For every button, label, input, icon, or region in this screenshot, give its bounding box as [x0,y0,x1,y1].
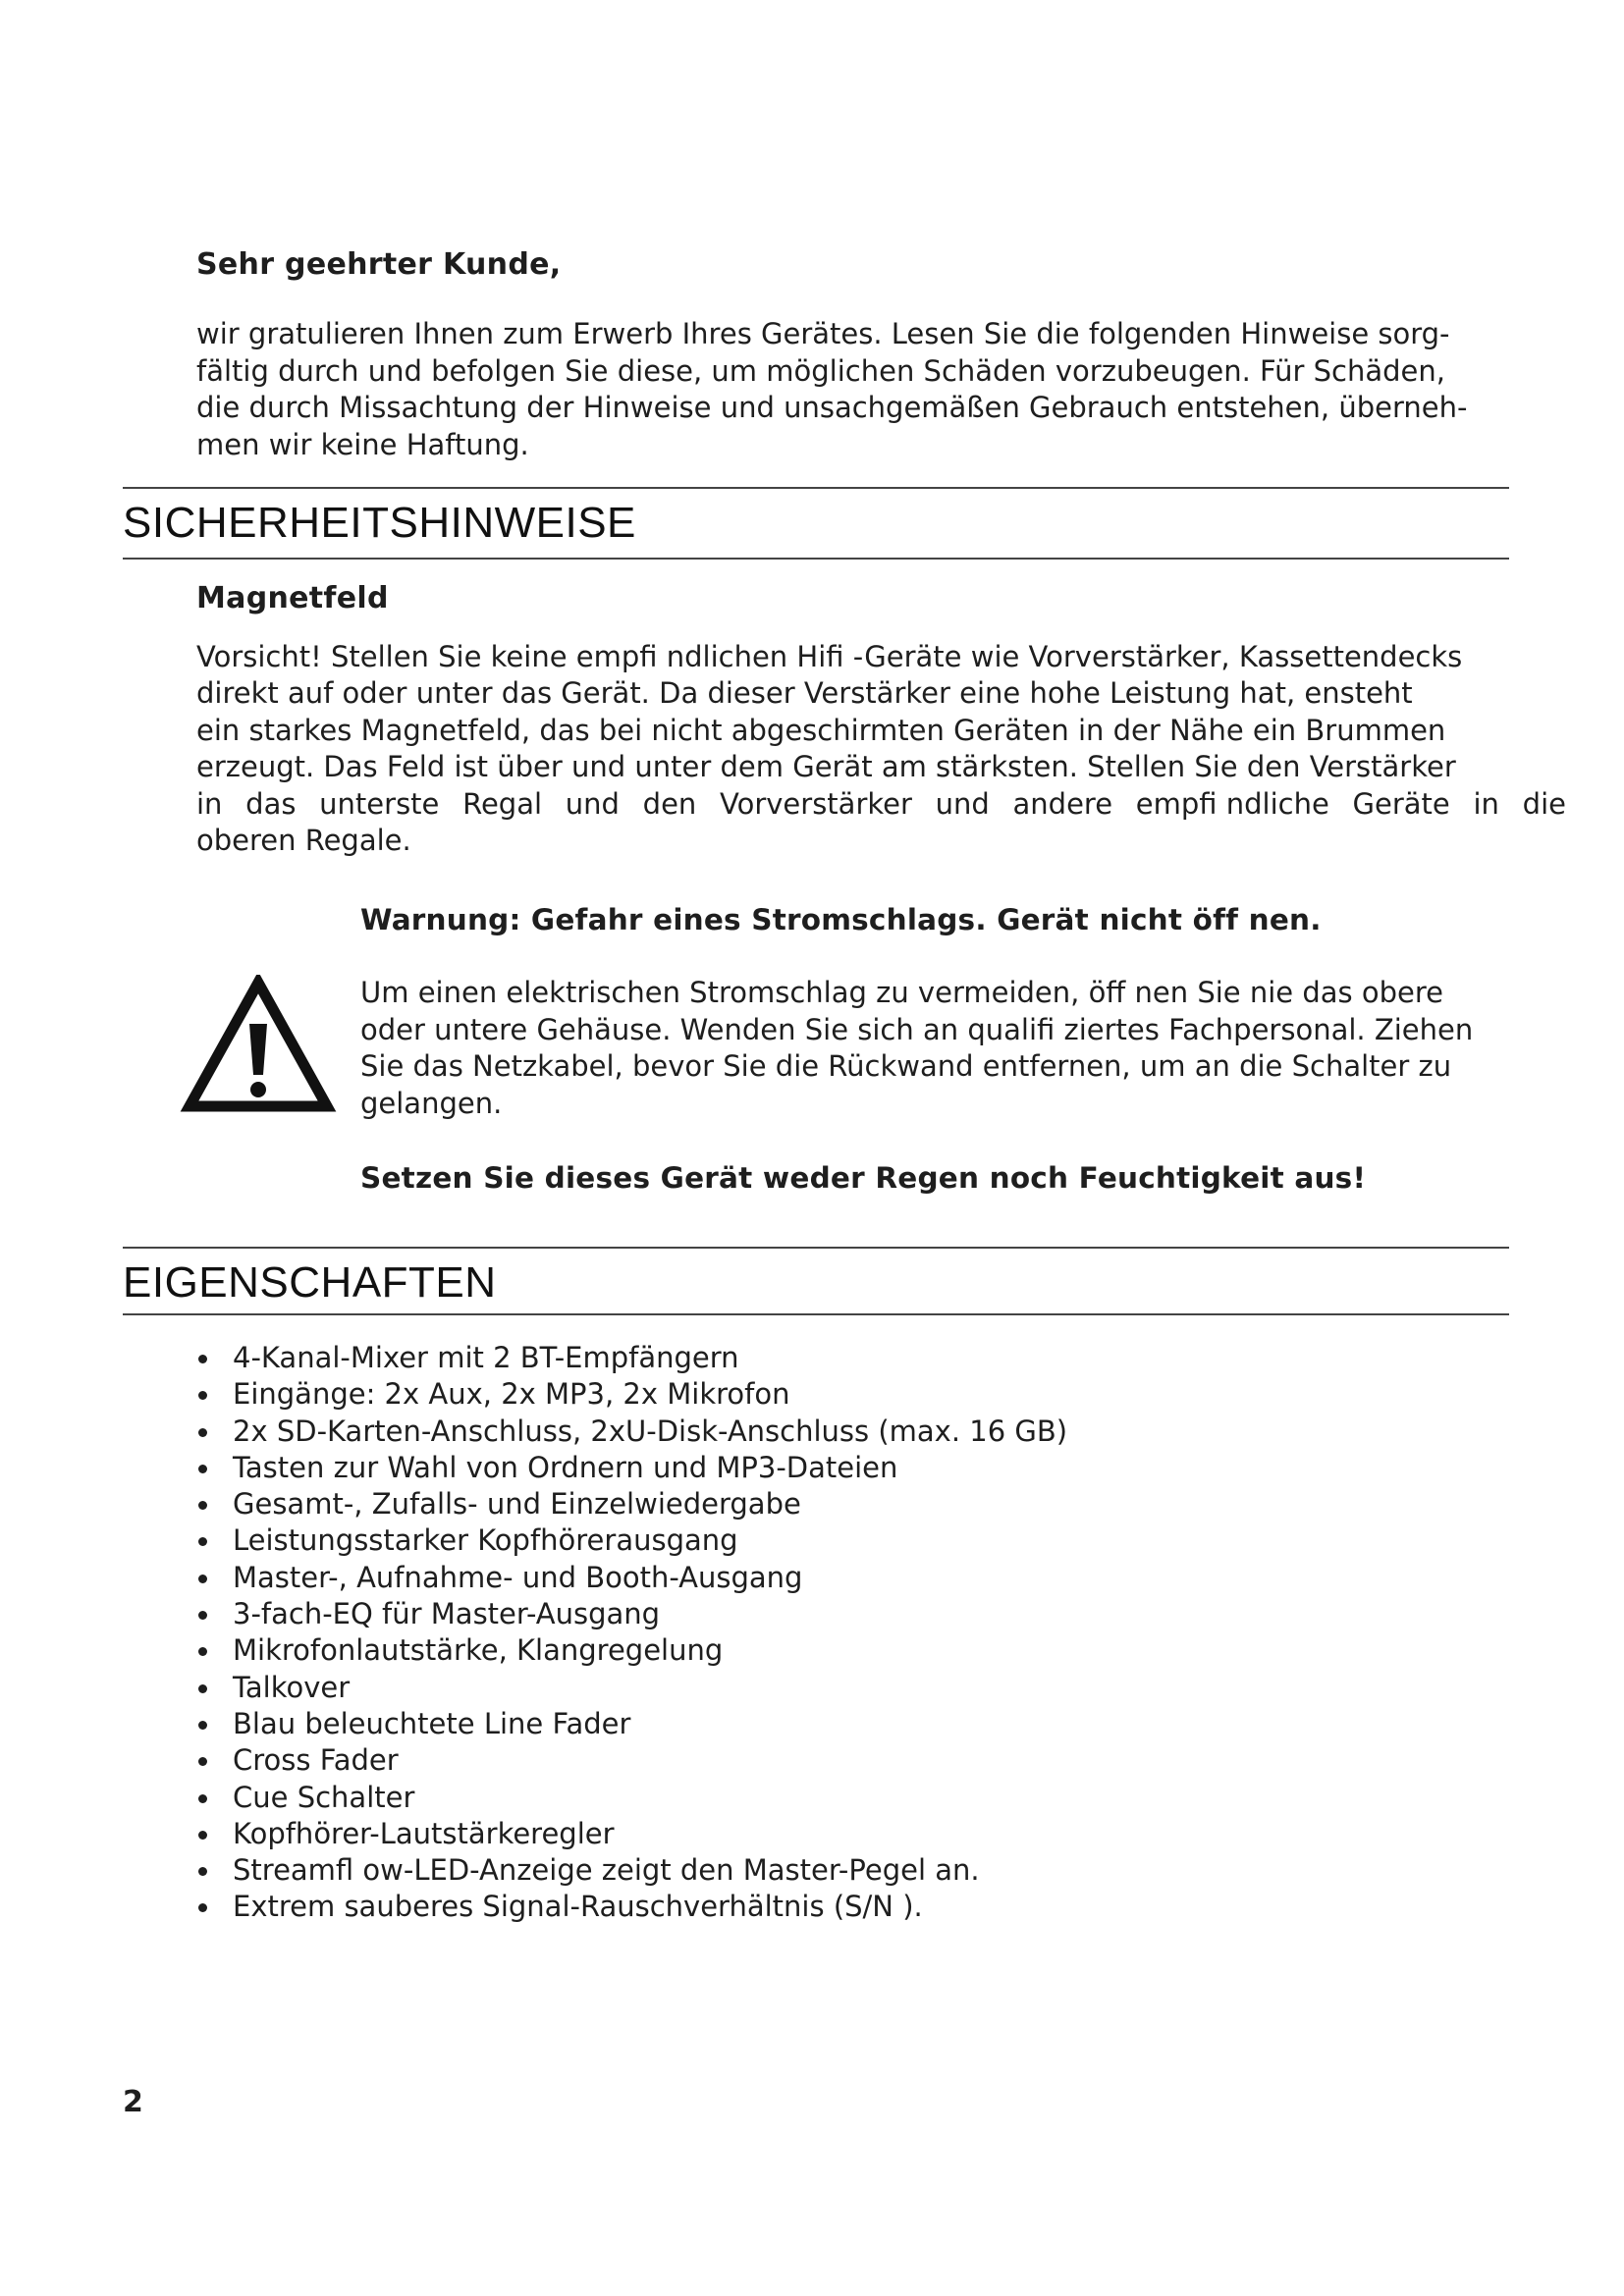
paragraph-line: direkt auf oder unter das Gerät. Da dieser Verstärker eine hohe Leistung hat, ensteht [196,676,1413,711]
section-title-safety: SICHERHEITSHINWEISE [123,499,636,547]
section-divider-bottom [123,558,1509,560]
warning-paragraph [360,975,1519,1122]
paragraph-line: oberen Regale. [196,824,411,858]
warning-heading: Warnung: Gefahr eines Stromschlags. Gerät nicht öff nen. [360,903,1322,936]
section-divider-bottom [123,1313,1509,1315]
section-divider-top [123,1247,1509,1249]
section-divider-top [123,487,1509,489]
intro-line: die durch Missachtung der Hinweise und unsachgemäßen Gebrauch entstehen, überneh- [196,391,1468,424]
word: empfi ndliche [1135,786,1329,821]
list-item: Cross Fader [196,1742,1067,1779]
intro-line: wir gratulieren Ihnen zum Erwerb Ihres Gerätes. Lesen Sie die folgenden Hinweise sorg- [196,317,1450,350]
word: Vorverstärker [720,786,912,821]
list-item: Talkover [196,1670,1067,1706]
warning-line: Sie das Netzkabel, bevor Sie die Rückwand entfernen, um an die Schalter zu [360,1049,1452,1083]
paragraph-line: ein starkes Magnetfeld, das bei nicht abgeschirmten Geräten in der Nähe ein Brummen [196,713,1446,747]
word: die [1522,786,1566,821]
list-item: 3-fach-EQ für Master-Ausgang [196,1596,1067,1632]
word: und [565,786,620,821]
magnetfeld-paragraph [196,639,1566,859]
word: Regal [462,786,543,821]
list-item: Streamfl ow-LED-Anzeige zeigt den Master-Pegel an. [196,1852,1067,1889]
warning-triangle-icon [180,975,359,1118]
list-item: Blau beleuchtete Line Fader [196,1706,1067,1742]
intro-line: men wir keine Haftung. [196,427,529,461]
salutation: Sehr geehrter Kunde, [196,247,562,282]
paragraph-line: erzeugt. Das Feld ist über und unter dem Gerät am stärksten. Stellen Sie den Verstärker [196,750,1456,784]
word: in [1473,786,1499,821]
feature-list [196,1340,1067,1926]
list-item: Master-, Aufnahme- und Booth-Ausgang [196,1560,1067,1596]
subheading-magnetfeld: Magnetfeld [196,581,389,615]
intro-line: fältig durch und befolgen Sie diese, um möglichen Schäden vorzubeugen. Für Schäden, [196,353,1445,388]
list-item: Kopfhörer-Lautstärkeregler [196,1816,1067,1852]
list-item: Tasten zur Wahl von Ordnern und MP3-Dateien [196,1450,1067,1486]
warning-line: oder untere Gehäuse. Wenden Sie sich an qualifi ziertes Fachpersonal. Ziehen [360,1012,1474,1046]
word: Geräte [1352,786,1450,821]
word: den [642,786,697,821]
paragraph-justified-line [196,786,1566,823]
list-item: 2x SD-Karten-Anschluss, 2xU-Disk-Anschluss (max. 16 GB) [196,1414,1067,1450]
moisture-warning: Setzen Sie dieses Gerät weder Regen noch Feuchtigkeit aus! [360,1161,1367,1195]
list-item: Cue Schalter [196,1780,1067,1816]
page-number: 2 [123,2085,143,2119]
list-item: Extrem sauberes Signal-Rauschverhältnis (S/N ). [196,1889,1067,1925]
list-item: Leistungsstarker Kopfhörerausgang [196,1522,1067,1559]
word: andere [1012,786,1113,821]
intro-paragraph [196,316,1507,463]
list-item: Mikrofonlautstärke, Klangregelung [196,1632,1067,1669]
list-item: 4-Kanal-Mixer mit 2 BT-Empfängern [196,1340,1067,1376]
word: das [245,786,297,821]
paragraph-line: Vorsicht! Stellen Sie keine empfi ndlichen Hifi -Geräte wie Vorverstärker, Kassettendecks [196,640,1463,673]
word: und [935,786,990,821]
section-title-features: EIGENSCHAFTEN [123,1258,497,1307]
warning-line: gelangen. [360,1086,503,1120]
word: unterste [319,786,440,821]
list-item: Gesamt-, Zufalls- und Einzelwiedergabe [196,1486,1067,1522]
warning-line: Um einen elektrischen Stromschlag zu vermeiden, öff nen Sie nie das obere [360,976,1443,1009]
list-item: Eingänge: 2x Aux, 2x MP3, 2x Mikrofon [196,1376,1067,1413]
word: in [196,786,223,821]
